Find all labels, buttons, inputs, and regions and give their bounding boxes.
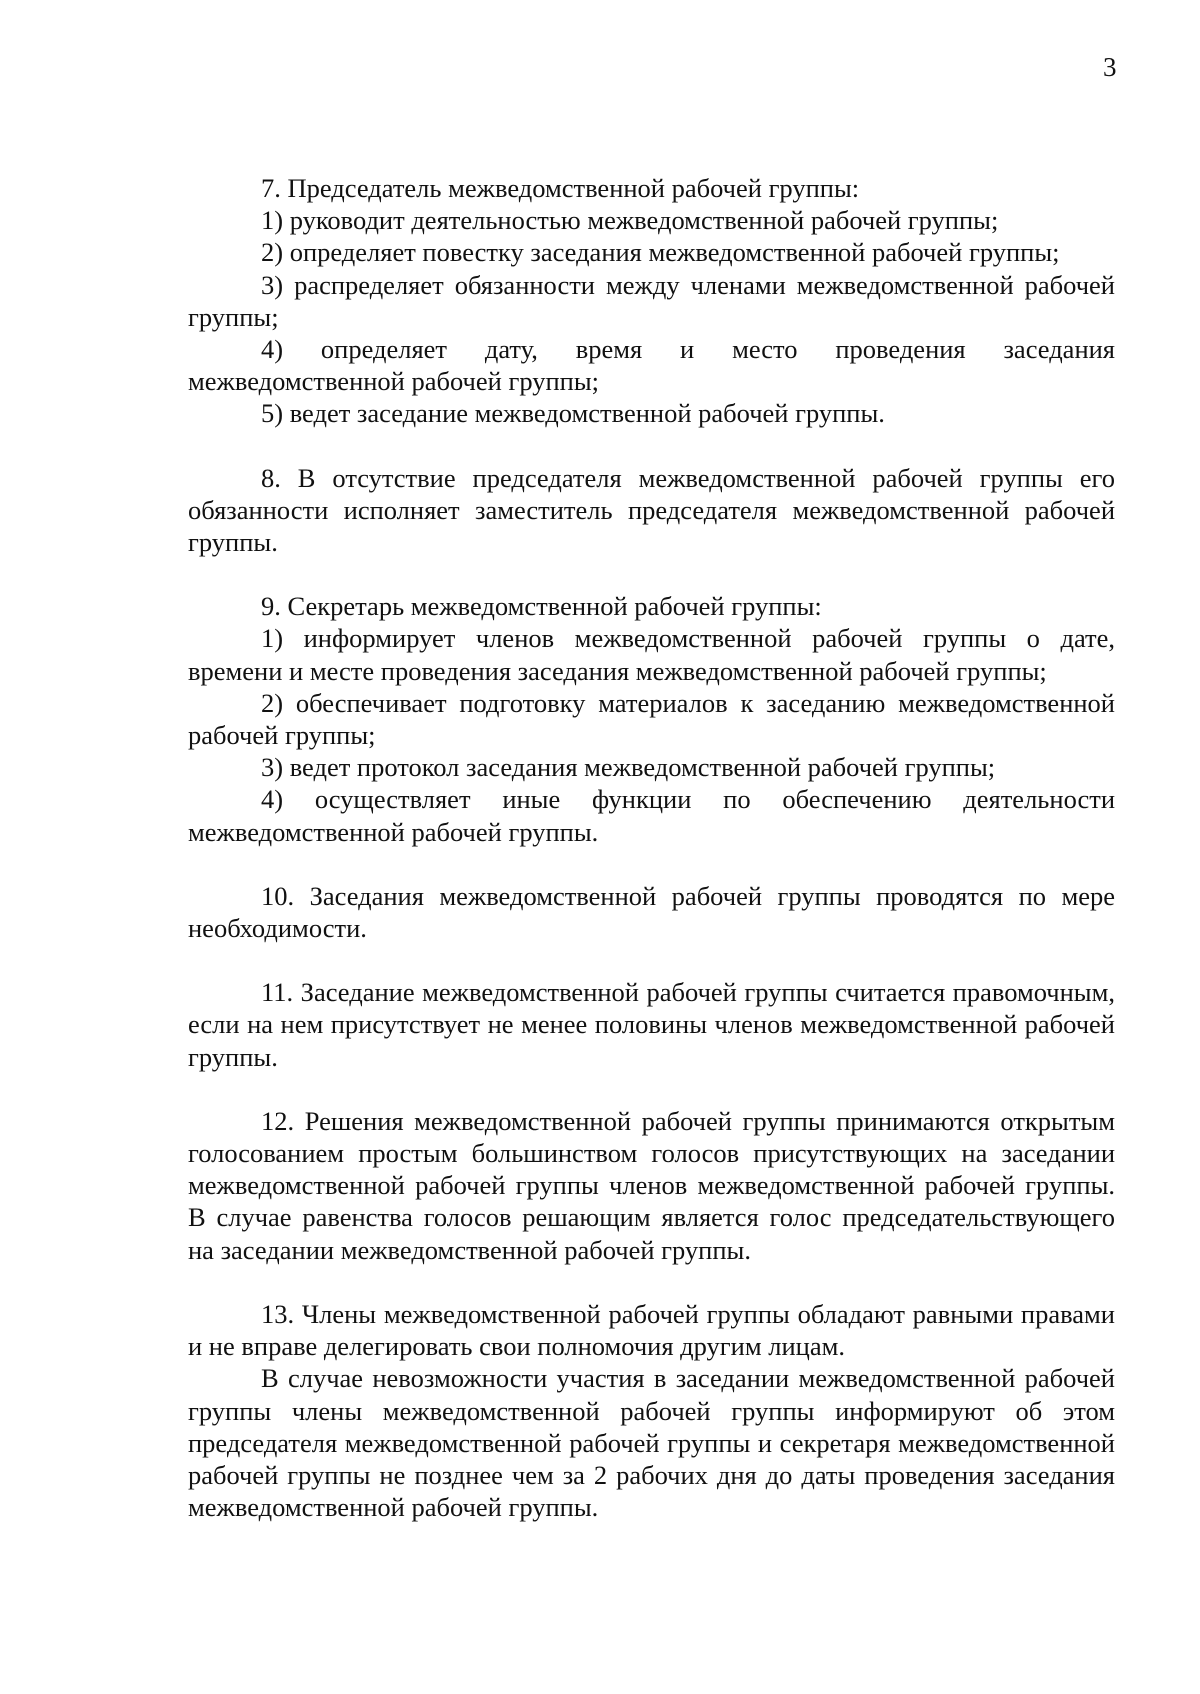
paragraph-9-item-4: 4) осуществляет иные функции по обеспечению деятельности межведомственной рабочей группы. [188,784,1115,847]
paragraph-11: 11. Заседание межведомственной рабочей группы считается правомочным, если на нем присутствует не менее половины членов межведомственной рабочей группы. [188,977,1115,1072]
paragraph-7-item-2: 2) определяет повестку заседания межведомственной рабочей группы; [261,237,1060,268]
paragraph-9-heading: 9. Секретарь межведомственной рабочей группы: [261,591,822,622]
paragraph-10: 10. Заседания межведомственной рабочей группы проводятся по мере необходимости. [188,880,1115,944]
paragraph-13-continuation: В случае невозможности участия в заседании межведомственной рабочей группы члены межведомственной рабочей группы информируют об этом председателя межведомственной рабочей группы и секретаря межведомственной рабочей группы не позднее чем за 2 рабочих дня до даты проведения заседания межведомственной рабочей группы. [188,1363,1115,1523]
paragraph-7-item-1: 1) руководит деятельностью межведомственной рабочей группы; [261,205,999,236]
paragraph-9-item-2: 2) обеспечивает подготовку материалов к заседанию межведомственной рабочей группы; [188,687,1115,751]
paragraph-7-item-4: 4) определяет дату, время и место проведения заседания межведомственной рабочей группы; [188,334,1115,397]
document-body [188,172,1115,1523]
paragraph-9-item-1: 1) информирует членов межведомственной рабочей группы о дате, времени и месте проведения заседания межведомственной рабочей группы; [188,623,1115,686]
paragraph-7-item-3: 3) распределяет обязанности между членами межведомственной рабочей группы; [188,269,1115,332]
paragraph-13: 13. Члены межведомственной рабочей группы обладают равными правами и не вправе делегировать свои полномочия другим лицам. [188,1298,1115,1362]
paragraph-12: 12. Решения межведомственной рабочей группы принимаются открытым голосованием простым большинством голосов присутствующих на заседании межведомственной рабочей группы членов межведомственной рабочей группы. В случае равенства голосов решающим является голос председательствующего на заседании межведомственной рабочей группы. [188,1105,1115,1265]
paragraph-9-item-3: 3) ведет протокол заседания межведомственной рабочей группы; [261,752,996,783]
paragraph-8: 8. В отсутствие председателя межведомственной рабочей группы его обязанности исполняет заместитель председателя межведомственной рабочей группы. [188,462,1115,558]
paragraph-7-heading: 7. Председатель межведомственной рабочей группы: [261,173,860,203]
page-number: 3 [1103,52,1117,82]
paragraph-7-item-5: 5) ведет заседание межведомственной рабочей группы. [261,398,885,429]
